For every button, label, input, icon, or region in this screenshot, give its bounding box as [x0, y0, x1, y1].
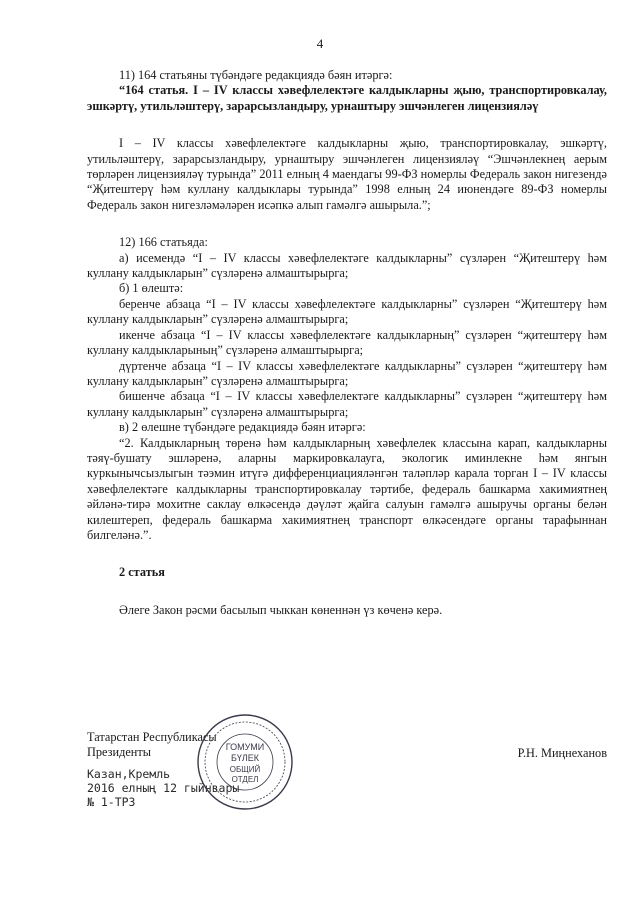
seal-text-line2: БҮЛЕК	[230, 753, 260, 763]
subitem-b-first: беренче абзаца “I – IV классы хәвефлелектәге калдыкларны” сүзләрен “Җитештерү һәм куллану калдыкларын” сүзләренә алмаштырырга;	[87, 296, 607, 327]
article-164-body: I – IV классы хәвефлелектәге калдыкларны җыю, транспортировкалау, эшкәртү, утильләштерү, зарарсызландыру, урнаштыру эшчәнлеген лицензияләү “Эшчәнлекнең аерым төрләрен лицензияләү турында” 2011 елның 4 маендагы 99-ФЗ номерлы Федераль закон нигезендә “Җитештерү һәм куллану калдыклары турында” 1998 елның 24 июнендәге 89-ФЗ номерлы Федераль закон нигезләмәләрен исәпкә алып гамәлгә ашырыла.”;	[87, 136, 607, 212]
subitem-v: в) 2 өлешне түбәндәге редакциядә бәян итәргә:	[119, 420, 366, 435]
subitem-v-text: “2. Калдыкларның төренә һәм калдыкларның хәвефлелек классына карап, калдыкларны тәяү-бушату эшләренә, аларны маркировкалауга, экологик иминлекне һәм янгын куркынычсызлыгын тәэмин итүгә дифференциацияләнгән таләпләр карала торган I – IV классы хәвефлелектәге калдыкларны транспортировкалау тәртибе, федераль башкарма хакимиятнең әйләнә-тирә мохитне саклау өлкәсендә дәүләт җайга салуын гамәлгә ашыручы органы белән килештереп, федераль башкарма хакимиятнең транспорт өлкәсендәге органы тарафыннан билгеләнә.”.	[87, 435, 607, 542]
subitem-b-fourth: дүртенче абзаца “I – IV классы хәвефлелектәге калдыкларны” сүзләрен “җитештерү һәм куллану калдыкларын” сүзләренә алмаштырырга;	[87, 358, 607, 388]
seal-text-line4: ОТДЕЛ	[231, 775, 259, 784]
subitem-b-second: икенче абзаца “I – IV классы хәвефлелектәге калдыкларның” сүзләрен “җитештерү һәм куллану калдыкларының” сүзләренә алмаштырырга;	[87, 327, 607, 358]
official-seal	[195, 712, 295, 812]
signature-title-line2: Президенты	[87, 745, 152, 760]
article-164-title: “164 статья. I – IV классы хәвефлелектәге калдыкларны җыю, транспортировкалау, эшкәртү, утильләштерү, зарарсызландыру, урнаштыру эшчәнлеген лицензияләү	[87, 83, 607, 113]
registration-number: № 1-ТРЗ	[87, 795, 136, 809]
subitem-b-fifth: бишенче абзаца “I – IV классы хәвефлелектәге калдыкларны” сүзләрен “җитештерү һәм куллану калдыкларын” сүзләренә алмаштырырга;	[87, 389, 607, 419]
document-body	[87, 68, 607, 618]
seal-text-line1: ГОМУМИ	[225, 742, 265, 752]
paragraph-item-12: 12) 166 статьяда:	[119, 235, 208, 250]
paragraph-item-11: 11) 164 статьяны түбәндәге редакциядә бәян итәргә:	[119, 68, 393, 82]
section-heading: 2 статья	[119, 565, 165, 580]
signature-name: Р.Н. Миңнеханов	[517, 746, 607, 760]
subitem-a: а) исемендә “I – IV классы хәвефлелектәге калдыкларны” сүзләрен “Җитештерү һәм куллану калдыкларын” сүзләренә алмаштырырга;	[87, 250, 607, 281]
seal-text-line3: ОБЩИЙ	[229, 765, 261, 774]
signature-title-line1: Татарстан Республикасы	[87, 730, 217, 744]
registration-place: Казан,Кремль	[87, 767, 171, 781]
page-number: 4	[316, 36, 324, 51]
registration-date: 2016 елның 12 гыйнвары	[87, 781, 240, 795]
final-paragraph: Әлеге Закон рәсми басылып чыккан көненнән үз көченә керә.	[119, 602, 443, 617]
subitem-b: б) 1 өлештә:	[119, 281, 184, 296]
